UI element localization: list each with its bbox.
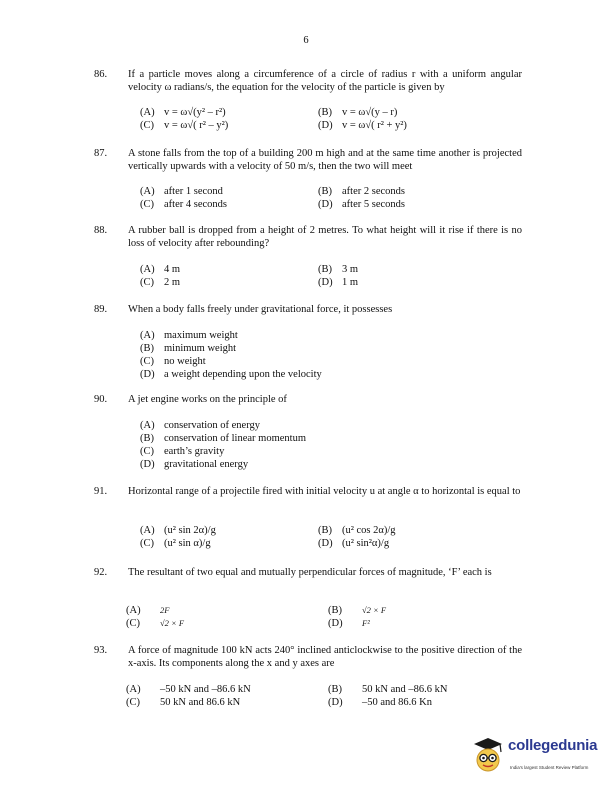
question-number: 91. xyxy=(94,486,108,497)
question-number: 92. xyxy=(94,567,108,578)
question-text: A force of magnitude 100 kN acts 240° inclined anticlockwise to the positive direction of the x-axis. Its components along the x and y axes are xyxy=(128,645,522,669)
option-c: (C) (u² sin α)/g xyxy=(140,538,211,549)
option-a: (A) (u² sin 2α)/g xyxy=(140,525,216,536)
question-92 xyxy=(94,566,522,579)
options-92 xyxy=(126,604,506,630)
question-90 xyxy=(94,393,522,406)
option-c: (C) earth’s gravity xyxy=(140,446,225,457)
option-c: (C) v = ω√( r² – y²) xyxy=(140,120,229,131)
page-number: 6 xyxy=(303,35,309,46)
question-93 xyxy=(94,644,522,670)
question-91 xyxy=(94,485,522,498)
question-text: When a body falls freely under gravitational force, it possesses xyxy=(128,304,393,315)
option-b: (B) v = ω√(y – r) xyxy=(318,107,398,118)
question-number: 87. xyxy=(94,148,108,159)
option-d: (D) 1 m xyxy=(318,277,359,288)
option-d: (D) after 5 seconds xyxy=(318,199,405,210)
option-a: (A) 2F xyxy=(126,605,170,616)
options-91 xyxy=(140,524,520,550)
option-d: (D) (u² sin²α)/g xyxy=(318,538,390,549)
collegedunia-logo xyxy=(470,736,606,780)
question-number: 86. xyxy=(94,69,108,80)
option-a: (A) 4 m xyxy=(140,264,181,275)
option-d: (D) –50 and 86.6 Kn xyxy=(328,697,432,708)
options-90 xyxy=(140,419,520,471)
question-text: If a particle moves along a circumference of a circle of radius r with a uniform angular velocity ω radians/s, the equation for the velocity of the particle is given by xyxy=(128,69,522,93)
option-b: (B) after 2 seconds xyxy=(318,186,405,197)
question-number: 93. xyxy=(94,645,108,656)
question-86 xyxy=(94,68,522,94)
question-text: The resultant of two equal and mutually perpendicular forces of magnitude, ‘F’ each is xyxy=(128,567,492,578)
question-87 xyxy=(94,147,522,173)
option-b: (B) conservation of linear momentum xyxy=(140,433,307,444)
question-89 xyxy=(94,303,522,316)
option-c: (C) √2 × F xyxy=(126,618,185,629)
option-b: (B) 50 kN and –86.6 kN xyxy=(328,684,448,695)
option-d: (D) v = ω√( r² + y²) xyxy=(318,120,407,131)
question-number: 89. xyxy=(94,304,108,315)
options-89 xyxy=(140,329,520,381)
options-88 xyxy=(140,263,520,289)
option-a: (A) v = ω√(y² – r²) xyxy=(140,107,226,118)
option-d: (D) F² xyxy=(328,618,370,629)
question-text: A stone falls from the top of a building 200 m high and at the same time another is projected vertically upwards with a velocity of 50 m/s, then the two will meet xyxy=(128,148,522,172)
logo-name: collegedunia xyxy=(508,737,598,754)
option-b: (B) √2 × F xyxy=(328,605,387,616)
option-c: (C) 2 m xyxy=(140,277,181,288)
question-number: 90. xyxy=(94,394,108,405)
question-88 xyxy=(94,224,522,250)
option-d: (D) a weight depending upon the velocity xyxy=(140,369,322,380)
question-text: A jet engine works on the principle of xyxy=(128,394,287,405)
option-a: (A) –50 kN and –86.6 kN xyxy=(126,684,251,695)
mascot-icon xyxy=(470,736,506,776)
options-86 xyxy=(140,106,520,132)
option-a: (A) maximum weight xyxy=(140,330,238,341)
option-b: (B) (u² cos 2α)/g xyxy=(318,525,396,536)
option-c: (C) no weight xyxy=(140,356,206,367)
option-b: (B) minimum weight xyxy=(140,343,237,354)
options-87 xyxy=(140,185,520,211)
option-c: (C) after 4 seconds xyxy=(140,199,227,210)
option-b: (B) 3 m xyxy=(318,264,359,275)
logo-tagline: India's largest Student Review Platform xyxy=(510,765,589,770)
question-text: A rubber ball is dropped from a height of 2 metres. To what height will it rise if there is no loss of velocity after rebounding? xyxy=(128,225,522,249)
question-number: 88. xyxy=(94,225,108,236)
option-c: (C) 50 kN and 86.6 kN xyxy=(126,697,241,708)
question-text: Horizontal range of a projectile fired with initial velocity u at angle α to horizontal is equal to xyxy=(128,486,521,497)
option-a: (A) after 1 second xyxy=(140,186,223,197)
options-93 xyxy=(126,683,506,709)
option-a: (A) conservation of energy xyxy=(140,420,261,431)
option-d: (D) gravitational energy xyxy=(140,459,249,470)
